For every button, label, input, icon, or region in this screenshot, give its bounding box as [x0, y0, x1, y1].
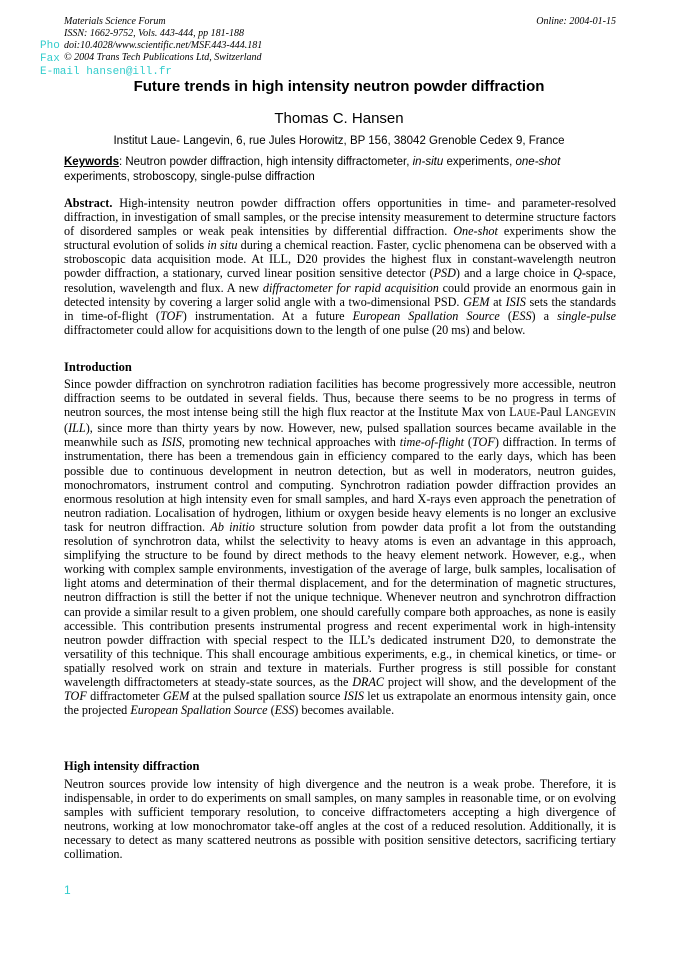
stamp-phone: Pho — [40, 40, 60, 52]
abstract-paragraph: Abstract. High-intensity neutron powder diffraction offers opportunities in time- and parameter-resolved diffraction, in investigation of small samples, or the precise intensity measurement to determine structure factors of disordered samples or weak peak intensities by differential diffraction. One-shot experiments show the structural evolution of solids in situ during a chemical reaction. Faster, cyclic phenomena can be observed with a stroboscopic data acquisition mode. At ILL, D20 provides the highest flux in constant-wavelength neutron powder diffraction, a stationary, curved linear position sensitive detector (PSD) and a large choice in Q-space, resolution, wavelength and flux. A new diffractometer for rapid acquisition could provide an enormous gain in detected intensity by covering a larger solid angle with a two-dimensional PSD. GEM at ISIS sets the standards in time-of-flight (TOF) instrumentation. At a future European Spallation Source (ESS) a single-pulse diffractometer could allow for acquisitions down to the length of one pulse (20 ms) and below. — [64, 196, 617, 337]
affiliation: Institut Laue- Langevin, 6, rue Jules Horowitz, BP 156, 38042 Grenoble Cedex 9, France — [113, 135, 565, 147]
keywords: Keywords: Neutron powder diffraction, high intensity diffractometer, in-situ experiments, one-shot experiments, stroboscopy, single-pulse diffraction — [64, 156, 561, 183]
section-heading-introduction: Introduction — [64, 360, 132, 374]
section-heading-high-intensity: High intensity diffraction — [64, 759, 200, 773]
paper-title: Future trends in high intensity neutron powder diffraction — [133, 78, 545, 95]
issn-line: ISSN: 1662-9752, Vols. 443-444, pp 181-188 — [64, 28, 244, 39]
author-name: Thomas C. Hansen — [274, 110, 404, 127]
doi-line: doi:10.4028/www.scientific.net/MSF.443-444.181 — [64, 40, 263, 51]
high-intensity-paragraph: Neutron sources provide low intensity of high divergence and the neutron is a weak probe. Therefore, it is indispensable, in order to do experiments on small samples, on many samples in reasonable time, or on evolving samples with sufficient temporary resolution, to conceive diffractometers accepting a high divergence of neutrons, working at low monochromator take-off angles at the cost of a reduced resolution. Additionally, it is necessary to detect as many scattered neutrons as possible with position sensitive detectors, sacrificing tertiary collimation. — [64, 777, 616, 862]
abstract-label: Abstract. — [64, 196, 113, 210]
keywords-label: Keywords — [64, 156, 119, 168]
introduction-paragraph: Since powder diffraction on synchrotron radiation facilities has become progressively more accessible, neutron diffraction seems to be outdated in several fields. Thus, because there seems to be no progress in terms of neutron sources, the most intense being still the high flux reactor at the Institute Max von LAUE-Paul LANGEVIN (ILL), since more than thirty years by now. However, new, pulsed spallation sources became available in the meanwhile such as ISIS, promoting new technical approaches with time-of-flight (TOF) diffraction. In terms of instrumentation, there has been a tremendous gain in efficiency compared to the early days, which has been possible due to continuous development in neutron detection, but as well in moderators, neutron guides, monochromators, instrument control and computing. Synchrotron radiation powder diffraction provides an enormous resolution at high intensity even for small samples, and hard X-rays even approach the penetration of neutron radiation. Localisation of hydrogen, lithium or oxygen beside heavy elements is no longer an exclusive task for neutron diffraction. Ab initio structure solution from powder data profit a lot from the outstanding resolution of synchrotron data, whilst the selectivity to heavy atoms is even an advantage in this approach, simplifying the structure to be found by direct methods to the heavy element network. However, e.g., when working with complex sample environments, investigation of the average of large, bulk samples, localisation of light atoms and determination of their thermal displacement, and for the determination of magnetic structures, neutron diffraction is still the better if not the unique technique. Whenever neutron and synchrotron diffraction can provide a similar result to a given problem, one should carefully compare both approaches, as none is easily accessible. This contribution presents instrumental progress and recent experimental work in high-intensity neutron powder diffraction with special respect to the ILL’s dedicated instrument D20, to demonstrate the versatility of this technique. This shall encourage ambitious experiments, e.g., in chemical kinetics, or time- or spatially resolved work on strain and texture in materials. Further progress is still possible for constant wavelength diffractometers at steady-state sources, as the DRAC project will show, and the development of the TOF diffractometer GEM at the pulsed spallation source ISIS let us extrapolate an enormous intensity gain, once the projected European Spallation Source (ESS) becomes available. — [64, 377, 617, 718]
copyright-line: © 2004 Trans Tech Publications Ltd, Switzerland — [64, 52, 262, 63]
stamp-fax: Fax — [40, 53, 60, 65]
journal-name: Materials Science Forum — [64, 16, 166, 27]
page-number: 1 — [64, 883, 71, 897]
stamp-email: E-mail hansen@ill.fr — [40, 66, 173, 78]
online-date: Online: 2004-01-15 — [536, 16, 616, 27]
